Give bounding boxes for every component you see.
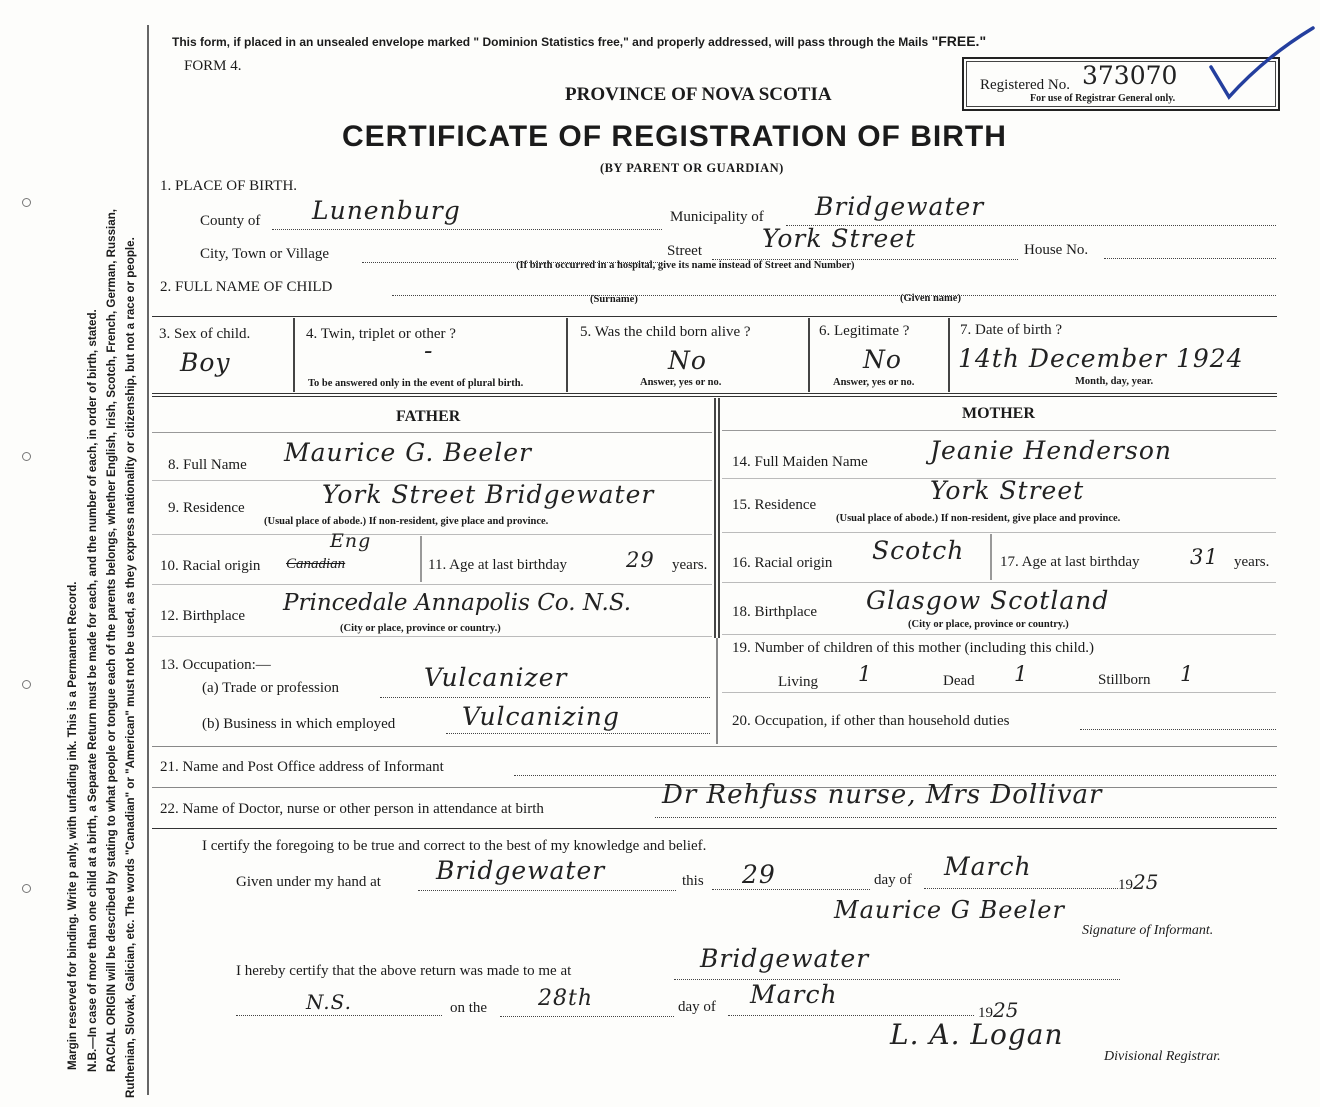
day-of-label: day of xyxy=(874,872,912,888)
children-count-label: 19. Number of children of this mother (including this child.) xyxy=(732,640,1095,656)
signature-label: Signature of Informant. xyxy=(1082,923,1214,938)
street-label: Street xyxy=(667,243,702,259)
stillborn-label: Stillborn xyxy=(1098,672,1151,688)
stillborn-value: 1 xyxy=(1180,662,1195,686)
margin-note-2: N.B.—In case of more than one child at a birth, a Separate Return must be made for each, and the number of each, in order of birth, stated. xyxy=(86,309,99,1072)
twin-label: 4. Twin, triplet or other ? xyxy=(306,326,456,342)
punch-hole xyxy=(22,680,31,689)
mother-residence: York Street xyxy=(930,476,1085,505)
mother-years: years. xyxy=(1234,554,1270,570)
father-residence-label: 9. Residence xyxy=(168,500,245,516)
mother-name: Jeanie Henderson xyxy=(930,436,1172,465)
father-race: Eng xyxy=(330,530,372,552)
living-value: 1 xyxy=(858,662,873,686)
punch-hole xyxy=(22,452,31,461)
place-heading: 1. PLACE OF BIRTH. xyxy=(160,178,298,194)
certificate-subtitle: (BY PARENT OR GUARDIAN) xyxy=(600,161,784,175)
mother-birthplace-note: (City or place, province or country.) xyxy=(908,619,1069,630)
mother-residence-label: 15. Residence xyxy=(732,497,817,513)
city-label: City, Town or Village xyxy=(200,246,330,262)
county-label: County of xyxy=(200,213,261,229)
dead-label: Dead xyxy=(943,673,975,689)
dob-label: 7. Date of birth ? xyxy=(960,322,1063,338)
father-heading: FATHER xyxy=(396,408,461,425)
father-residence-note: (Usual place of abode.) If non-resident, give place and province. xyxy=(264,516,549,527)
dead-value: 1 xyxy=(1014,662,1029,686)
street-value: York Street xyxy=(762,224,917,253)
margin-note-1: Margin reserved for binding. Write p anly, with unfading ink. This is a Permanent Record. xyxy=(66,581,79,1070)
father-years: years. xyxy=(672,557,708,573)
given-day: 29 xyxy=(742,860,776,889)
sex-label: 3. Sex of child. xyxy=(159,326,251,342)
father-occupation-label: 13. Occupation:— xyxy=(160,657,271,673)
punch-hole xyxy=(22,198,31,207)
province-heading: PROVINCE OF NOVA SCOTIA xyxy=(565,84,832,105)
house-label: House No. xyxy=(1024,242,1089,258)
registrar-day: 28th xyxy=(538,986,594,1011)
sex-value: Boy xyxy=(180,348,231,377)
municipality-label: Municipality of xyxy=(670,209,764,225)
surname-note: (Surname) xyxy=(590,294,638,305)
informant-label: 21. Name and Post Office address of Informant xyxy=(160,759,444,775)
registered-label: Registered No. xyxy=(980,77,1070,93)
father-birthplace-label: 12. Birthplace xyxy=(160,608,245,624)
given-place: Bridgewater xyxy=(436,856,606,885)
twin-note: To be answered only in the event of plural birth. xyxy=(308,378,524,389)
mother-age: 31 xyxy=(1190,545,1219,569)
doctor-value: Dr Rehfuss nurse, Mrs Dollivar xyxy=(662,780,1103,810)
registrar-signature: L. A. Logan xyxy=(890,1018,1064,1051)
legit-value: No xyxy=(863,345,902,374)
mother-heading: MOTHER xyxy=(962,405,1035,422)
registered-number: 373070 xyxy=(1082,61,1178,90)
registrar-use-note: For use of Registrar General only. xyxy=(1030,93,1176,104)
mother-occupation-label: 20. Occupation, if other than household duties xyxy=(732,713,1010,729)
twin-value: - xyxy=(424,336,434,365)
legit-label: 6. Legitimate ? xyxy=(819,323,910,339)
dob-note: Month, day, year. xyxy=(1075,376,1154,387)
margin-note-4: Ruthenian, Slovak, Galician, etc. The words "Canadian" or "American" must not be used, as they express nationality or citizenship, but not a race or people. xyxy=(124,237,137,1098)
registrar-year: 1925 xyxy=(978,998,1019,1022)
legit-note: Answer, yes or no. xyxy=(833,377,915,388)
hospital-note: (If birth occurred in a hospital, give its name instead of Street and Number) xyxy=(516,260,855,271)
margin-note-3: RACIAL ORIGIN will be described by stating to what people or tongue each of the parents belongs, whether English, Irish, Scotch, French, German, Russian, xyxy=(105,208,118,1072)
alive-value: No xyxy=(668,346,707,375)
on-the-label: on the xyxy=(450,1000,488,1016)
father-residence: York Street Bridgewater xyxy=(322,480,655,509)
divisional-registrar-label: Divisional Registrar. xyxy=(1104,1049,1221,1064)
father-birthplace-note: (City or place, province or country.) xyxy=(340,623,501,634)
dob-value: 14th December 1924 xyxy=(958,344,1244,373)
father-race-label: 10. Racial origin xyxy=(160,558,261,574)
registrar-province: N.S. xyxy=(306,990,352,1014)
father-trade-label: (a) Trade or profession xyxy=(202,680,340,696)
punch-hole xyxy=(22,884,31,893)
registrar-month: March xyxy=(750,980,838,1009)
father-trade: Vulcanizer xyxy=(424,663,568,692)
certificate-title: CERTIFICATE OF REGISTRATION OF BIRTH xyxy=(342,120,1007,153)
mother-race-label: 16. Racial origin xyxy=(732,555,833,571)
father-race-struck: Canadian xyxy=(286,556,346,572)
mother-birthplace: Glasgow Scotland xyxy=(866,586,1110,615)
informant-signature: Maurice G Beeler xyxy=(834,896,1065,924)
father-name-label: 8. Full Name xyxy=(168,457,247,473)
living-label: Living xyxy=(778,674,818,690)
county-value: Lunenburg xyxy=(312,196,461,225)
municipality-value: Bridgewater xyxy=(815,192,985,221)
registrar-statement: I hereby certify that the above return was made to me at xyxy=(236,963,572,979)
mother-age-label: 17. Age at last birthday xyxy=(1000,554,1140,570)
father-business-label: (b) Business in which employed xyxy=(202,716,396,732)
mother-birthplace-label: 18. Birthplace xyxy=(732,604,817,620)
this-label: this xyxy=(682,873,704,889)
given-year: 1925 xyxy=(1118,870,1159,894)
binding-line xyxy=(147,25,149,1095)
father-age-label: 11. Age at last birthday xyxy=(428,557,567,573)
alive-note: Answer, yes or no. xyxy=(640,377,722,388)
child-name-label: 2. FULL NAME OF CHILD xyxy=(160,279,333,295)
given-month: March xyxy=(944,852,1032,881)
father-name: Maurice G. Beeler xyxy=(284,438,532,467)
father-birthplace: Princedale Annapolis Co. N.S. xyxy=(283,590,632,616)
mother-race: Scotch xyxy=(872,536,965,565)
checkmark-icon xyxy=(1205,22,1315,102)
alive-label: 5. Was the child born alive ? xyxy=(580,324,751,340)
given-label: Given under my hand at xyxy=(236,874,381,890)
registrar-day-of-label: day of xyxy=(678,999,716,1015)
form-number: FORM 4. xyxy=(184,58,242,74)
mother-residence-note: (Usual place of abode.) If non-resident, give place and province. xyxy=(836,513,1121,524)
father-age: 29 xyxy=(626,548,655,572)
father-business: Vulcanizing xyxy=(462,702,620,731)
mother-name-label: 14. Full Maiden Name xyxy=(732,454,868,470)
registrar-place: Bridgewater xyxy=(700,944,870,973)
given-name-note: (Given name) xyxy=(900,293,961,304)
certify-statement: I certify the foregoing to be true and correct to the best of my knowledge and belief. xyxy=(202,838,707,854)
mail-note: This form, if placed in an unsealed envelope marked " Dominion Statistics free," and properly addressed, will pass through the Mails "FREE." xyxy=(172,33,987,49)
doctor-label: 22. Name of Doctor, nurse or other person in attendance at birth xyxy=(160,801,544,817)
